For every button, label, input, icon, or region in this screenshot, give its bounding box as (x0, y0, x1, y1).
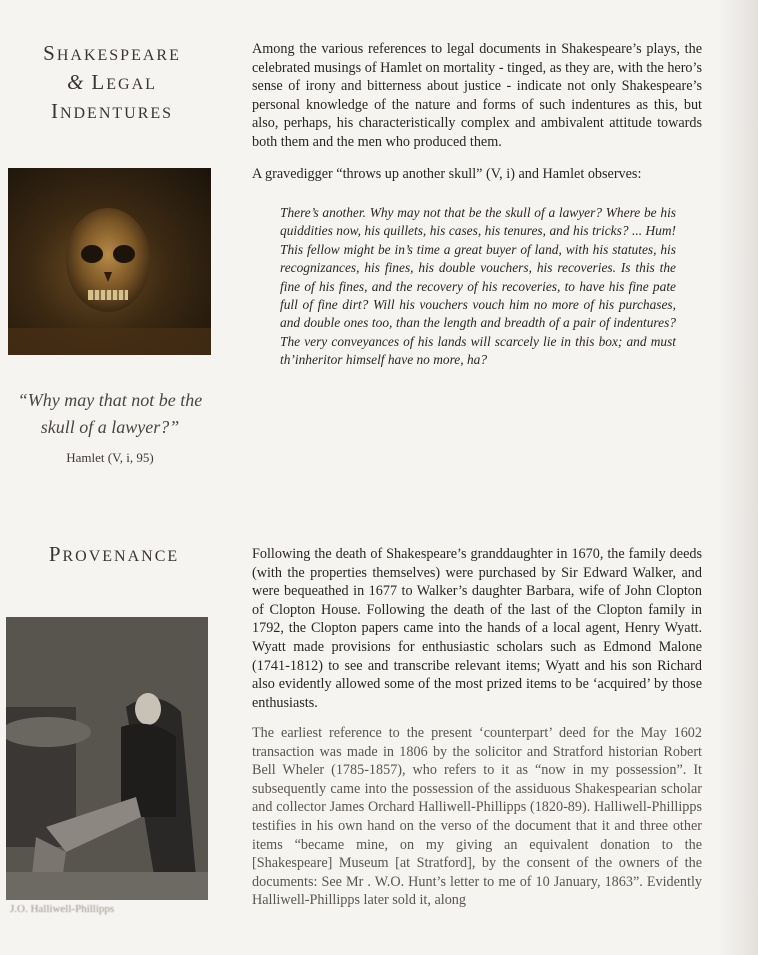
heading-line-2-rest: EGAL (106, 76, 157, 93)
pull-quote-citation: Hamlet (V, i, 95) (66, 450, 154, 465)
provenance-rest: ROVENANCE (62, 548, 180, 565)
section-heading-legal-indentures (22, 40, 202, 127)
section-heading-provenance (24, 541, 204, 570)
photo-caption: J.O. Halliwell-Phillipps (10, 903, 115, 915)
pull-quote (8, 387, 212, 441)
heading-line-1 (22, 40, 202, 69)
heading-line-3-rest: NDENTURES (59, 105, 174, 122)
portrait-illustration (6, 617, 208, 900)
skull-painting-image (8, 168, 211, 355)
provenance-initial: P (48, 542, 63, 566)
heading-line-2-ampersand: & (67, 70, 86, 94)
halliwell-phillipps-portrait-image (6, 617, 208, 900)
heading-line-2-initial: L (91, 70, 107, 94)
heading-line-3-initial: I (50, 99, 60, 123)
provenance-paragraph-1: Following the death of Shakespeare’s granddaughter in 1670, the family deeds (with the properties themselves) were purchased by Sir Edward Walker, and were bequeathed in 1677 to Walker’s daughter Barbara, wife of John Clopton of Clopton House. Following the death of the last of the Clopton family in 1792, the Clopton papers came into the hands of a local agent, Henry Wyatt. Wyatt made provisions for enthusiastic scholars such as Edmond Malone (1741-1812) to see and transcribe relevant items; Wyatt and his son Richard also evidently allowed some of the most prized items to be ‘acquired’ by those enthusiasts. (252, 546, 702, 711)
page-edge-shadow (718, 0, 758, 955)
heading-line-2 (22, 69, 202, 98)
pull-quote-line-1: “Why may that not be the (17, 390, 203, 410)
heading-line-1-initial: S (43, 41, 57, 65)
heading-line-3 (22, 98, 202, 127)
gravedigger-paragraph: A gravedigger “throws up another skull” (V, i) and Hamlet observes: (252, 166, 642, 182)
provenance-paragraph-2: The earliest reference to the present ‘counterpart’ deed for the May 1602 transaction was made in 1806 by the solicitor and Stratford historian Robert Bell Wheler (1785-1857), who refers to it as “now in my possession”. It subsequently came into the possession of the assiduous Shakespearian scholar and collector James Orchard Halliwell-Phillipps (1820-89). Halliwell-Phillipps testifies in his own hand on the verso of the document that it and three other items “became mine, on my giving an equivalent donation to the [Shakespeare] Museum [at Stratford], by the consent of the owners of the documents: See Mr . W.O. Hunt’s letter to me of 10 January, 1863”. Evidently Halliwell-Phillipps later sold it, along (252, 725, 702, 909)
pull-quote-line-2: skull of a lawyer?” (40, 417, 180, 437)
heading-line-1-rest: HAKESPEARE (56, 47, 181, 64)
hamlet-block-quote: There’s another. Why may not that be the skull of a lawyer? Where be his quiddities now, his quillets, his cases, his tenures, and his tricks? ... Hum! This fellow might be in’s time a great buyer of land, with his statutes, his recognizances, his fines, his double vouchers, his recoveries. Is this the fine of his fines, and the recovery of his recoveries, to have his fine pate full of fine dirt? Will his vouchers vouch him no more of his purchases, and double ones too, than the length and breadth of a pair of indentures? The very conveyances of his lands will scarcely lie in this box; and must th’inheritor himself have no more, ha? (280, 205, 676, 368)
legal-intro-paragraph: Among the various references to legal documents in Shakespeare’s plays, the celebrated musings of Hamlet on mortality - tinged, as they are, with the hero’s sense of irony and bitterness about justice - indicate not only Shakespeare’s personal knowledge of the nature and forms of such indentures as this, but also, perhaps, his characteristically complex and ambivalent attitude towards both them and the men who produced them. (252, 41, 702, 150)
skull-illustration (8, 168, 211, 355)
